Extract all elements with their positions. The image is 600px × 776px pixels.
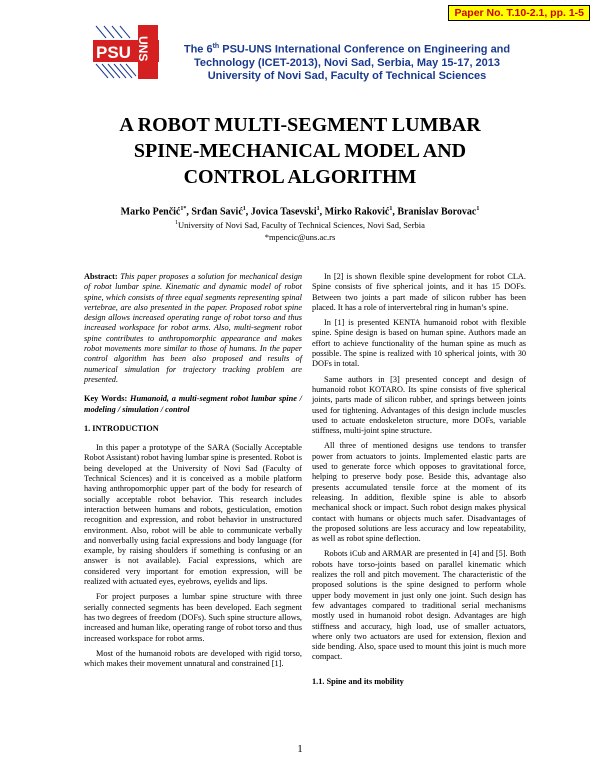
paper-title: A ROBOT MULTI-SEGMENT LUMBAR SPINE-MECHANICAL MODEL AND CONTROL ALGORITHM [119, 114, 481, 188]
abstract: Abstract: This paper proposes a solution for mechanical design of robot lumbar spine. Kinematic and dynamic model of robot spine, which consists of three equal segments representing spinal vertebrae, are also presented in the paper. Proposed robot spine design allows increased operating range of robot torso and thus increased workspace for robot arms. Also, multi-segment robot spine contributes to anthropomorphic appearance and makes robot movements more similar to those of humans. In the paper control algorithm has been also proposed and results of numerical simulation for trajectory tracking problem are presented. [84, 272, 302, 384]
right-paragraph-2: In [1] is presented KENTA humanoid robot with flexible spine. Spine design is based on human spine. Authors made an effort to achieve functionality of the human spine as much as possible. The spine is realized with 10 spherical joints, with 30 DOFs in total. [312, 318, 526, 369]
psu-uns-logo [92, 24, 160, 80]
right-paragraph-5: Robots iCub and ARMAR are presented in [4] and [5]. Both robots have torso-joints based on parallel kinematic which realizes the roll and pitch movement. The characteristic of the proposed solutions is the spine designed to perform whole upper body movement in just only one joint. Such design has few advantages compared to traditional serial mechanisms mostly used in humanoid robot design. Advantages are high stiffness and accuracy, high load, use of smaller actuators, where only two actuators are used for extension, flexion and side bending. Also, space used to mount this joint is much more compact. [312, 549, 526, 662]
author-list: Marko Penčić$^{1*}$, Srđan Savić$^1$, Jovica Tasevski$^1$, Mirko Raković$^1$, Branislav Borovac$^1$ [120, 206, 480, 218]
right-paragraph-1: In [2] is shown flexible spine development for robot CLA. Spine consists of five spherical joints, and it has 15 DOFs. Between two joints a part made of silicon rubber has been placed. It has a role of intervertebral ring in human’s spine. [312, 272, 526, 312]
conference-line-2: Technology (ICET-2013), Novi Sad, Serbia, May 15-17, 2013 [193, 56, 501, 69]
left-column [84, 272, 302, 674]
conference-line-1: The 6th PSU-UNS International Conference on Engineering and [183, 43, 511, 56]
conference-line-3: University of Novi Sad, Faculty of Technical Sciences [207, 69, 487, 82]
paper-number-badge: Paper No. T.10-2.1, pp. 1-5 [448, 5, 590, 21]
intro-paragraph-2: For project purposes a lumbar spine structure with three serially connected segments has been developed. Each segment has two degrees of freedom (DOFs). Such spine structure allows, increased and human like, operating range of robot torso and thus increased workspace for robot arms. [84, 592, 302, 643]
right-column [312, 272, 526, 687]
section-heading-introduction: 1. INTRODUCTION [84, 423, 159, 433]
keywords: Key Words: Humanoid, a multi-segment robot lumbar spine / modeling / simulation / control [84, 394, 302, 414]
page-number: 1 [297, 743, 303, 755]
right-paragraph-4: All three of mentioned designs use tendons to transfer power from actuators to joints. Implemented elastic parts are used to generate force which opposes to gravitational force, helping to preserve body pose. Beside this, advantage also presents accumulated tensile force at the moment of its releasing. In addition, flexible spine is able to absorb mechanical shock or impact. Such robot design makes physical contact with humans or objects much safer. Disadvantages of the proposed solutions are less accuracy and low repeatability, as well as robot spine deflection. [312, 441, 526, 544]
intro-paragraph-3: Most of the humanoid robots are developed with rigid torso, which makes their movement unnatural and constrained [1]. [84, 648, 302, 669]
conference-header [168, 40, 526, 83]
subsection-heading-spine-mobility: 1.1. Spine and its mobility [312, 676, 404, 686]
logo-text-uns: UNS [136, 36, 150, 62]
right-paragraph-3: Same authors in [3] presented concept and design of humanoid robot KOTARO. Its spine consists of five spherical joints, parts made of silicon rubber, and springs between joints used for tightening. Advantages of this design include muscles used to actuate endoskeleton structure, more DOFs, variable stiffness, multi-joint spine structure. [312, 374, 526, 436]
intro-paragraph-1: In this paper a prototype of the SARA (Socially Acceptable Robot Assistant) robot having lumbar spine is presented. Robot is being developed at the University of Novi Sad (Faculty of Technical Sciences) and it is conceived as a mobile platform having anthropomorphic upper part of the body for research of socially acceptable robot behavior. This research includes interaction between humans and robots, gesticulation, emotion recognition and expression, and robot behavior in unstructured environment. Also, robot will be able to communicate verbally and nonverbally using facial expressions and body language (for example, by raising shoulders if something is confusing or an answer is not available). Facial expressions, which are considered very important for emotion expression, will be realized with actuated eyes, eyebrows, eyelids and lips. [84, 443, 303, 587]
author-affiliation: $^1$University of Novi Sad, Faculty of Technical Sciences, Novi Sad, Serbia [175, 220, 425, 230]
logo-text-psu: PSU [96, 43, 131, 62]
author-email: *mpencic@uns.ac.rs [264, 232, 336, 242]
